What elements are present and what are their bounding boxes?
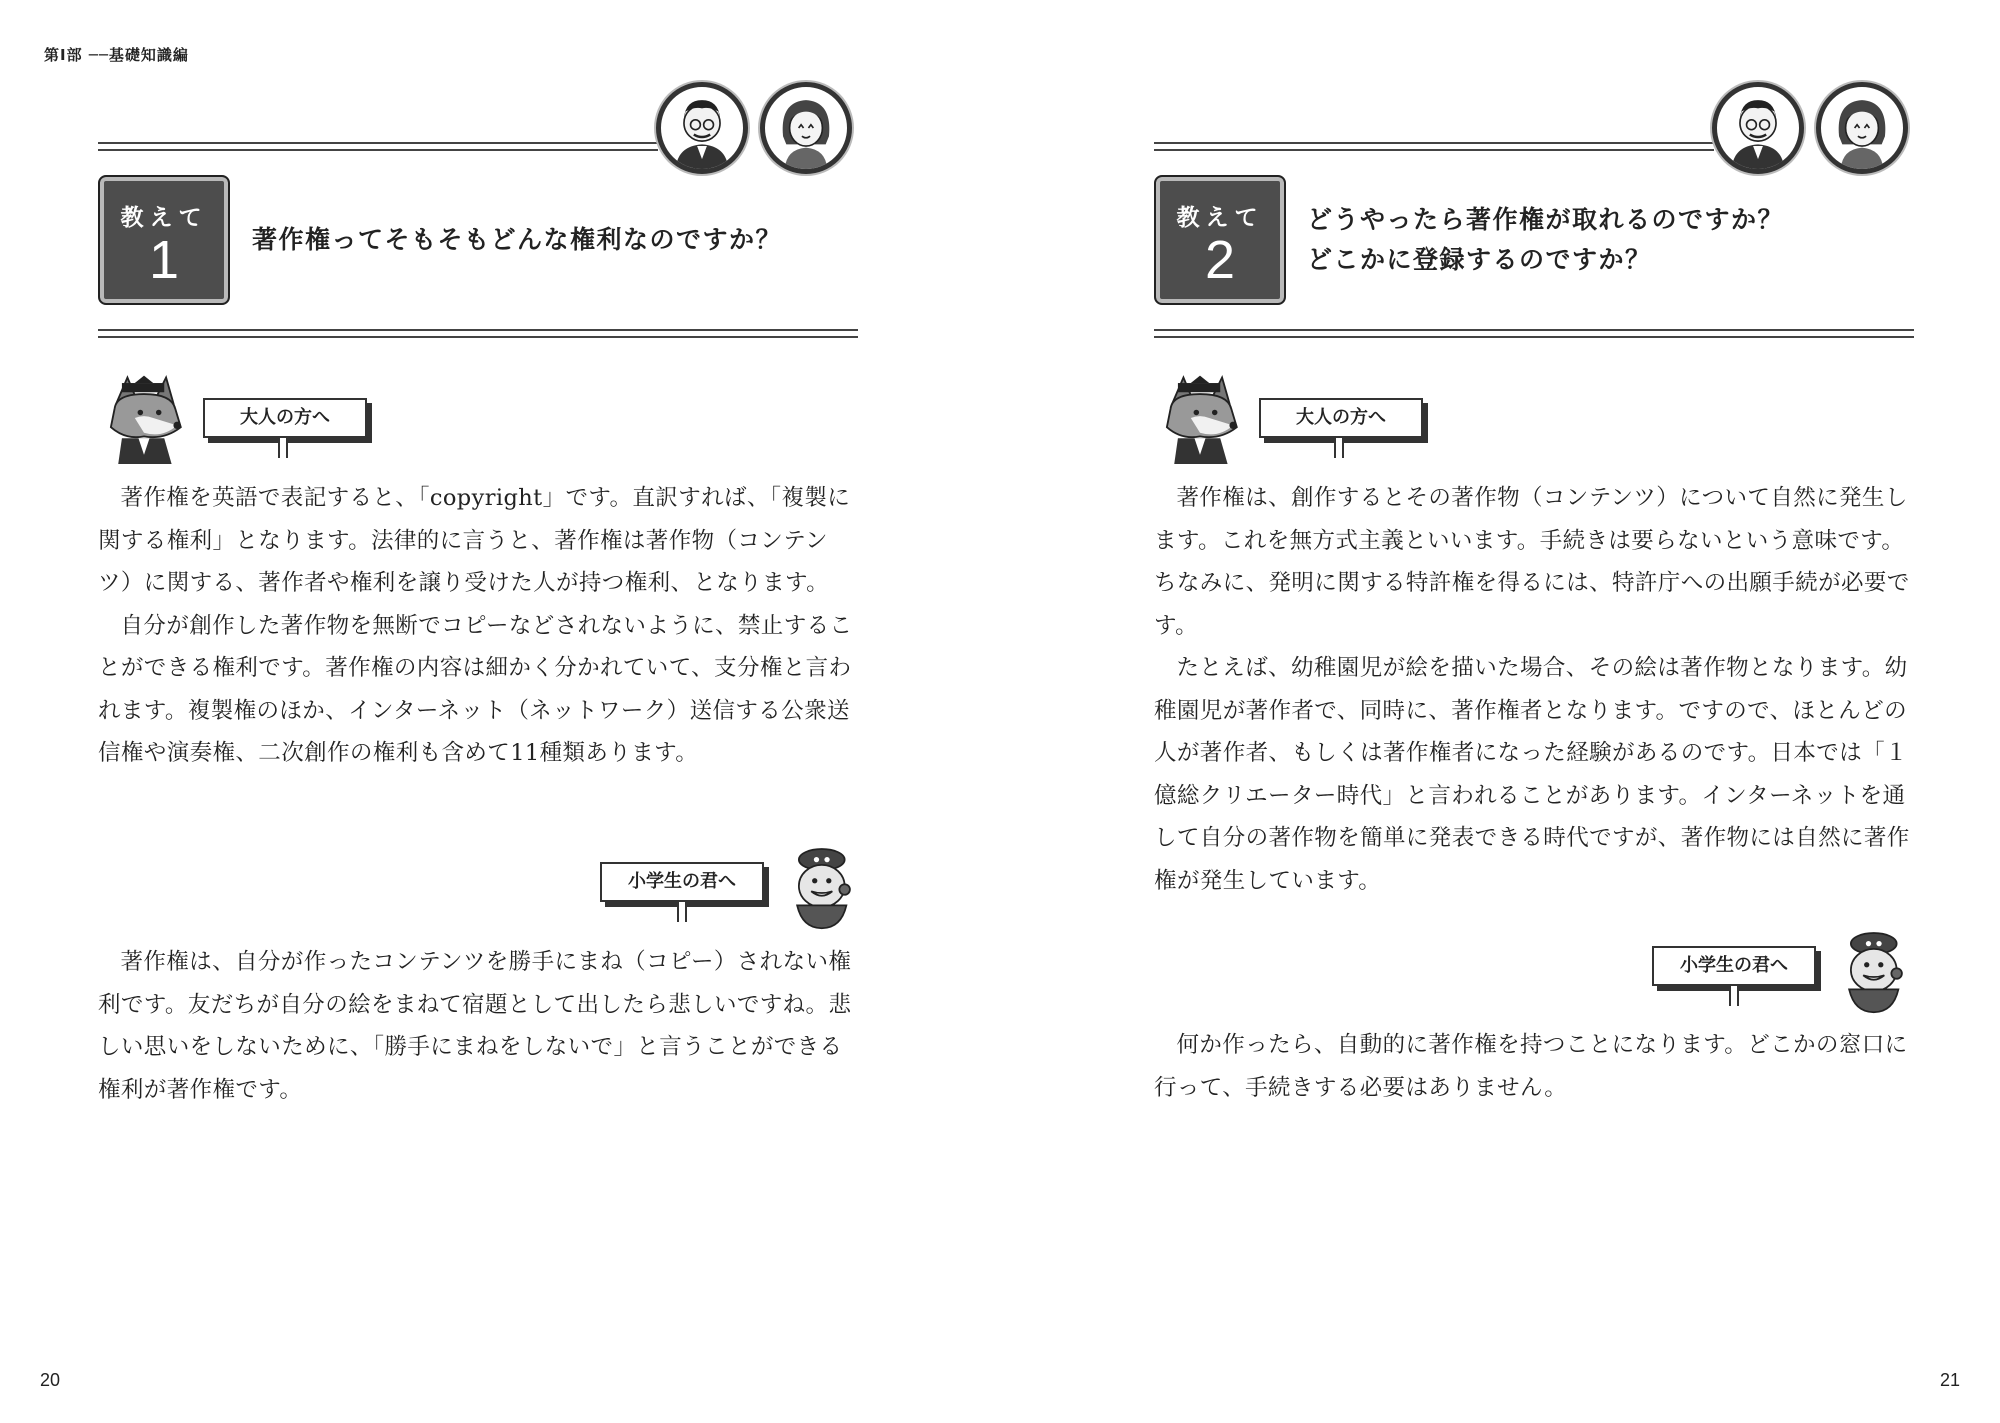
header-rule-bottom bbox=[1154, 329, 1914, 338]
header-rule-top bbox=[1154, 142, 1714, 151]
fox-mascot-icon bbox=[98, 372, 190, 464]
kid-body bbox=[98, 941, 860, 1111]
sign-post bbox=[1729, 986, 1739, 1006]
kid-body bbox=[1154, 1024, 1916, 1109]
paragraph: 自分が創作した著作物を無断でコピーなどされないように、禁止することができる権利です。著作権の内容は細かく分かれていて、支分権と言われます。複製権のほか、インターネット（ネットワーク）送信する公衆送信権や演奏権、二次創作の権利も含めて11種類あります。 bbox=[98, 612, 853, 766]
ninja-mascot-icon bbox=[776, 840, 864, 932]
paragraph: 著作権を英語で表記すると、「copyright」です。直訳すれば、「複製に関する権利」となります。法律的に言うと、著作権は著作物（コンテンツ）に関する、著作者や権利を譲り受けた人が持つ権利、となります。 bbox=[98, 485, 851, 596]
ninja-mascot-icon bbox=[1828, 924, 1916, 1016]
professor-avatar-icon bbox=[656, 82, 748, 174]
professor-avatar-icon bbox=[1712, 82, 1804, 174]
sign-post bbox=[1334, 438, 1344, 458]
adult-sign-label: 大人の方へ bbox=[1259, 398, 1423, 438]
lesson-label: 教えて bbox=[120, 205, 208, 231]
lesson-number: 2 bbox=[1204, 230, 1236, 290]
paragraph: たとえば、幼稚園児が絵を描いた場合、その絵は著作物となります。幼稚園児が著作者で、同時に、著作権者となります。ですので、ほとんどの人が著作者、もしくは著作権者になった経験があるのです。日本では「１億総クリエーター時代」と言われることがあります。インターネットを通して自分の著作物を簡単に発表できる時代ですが、著作物には自然に著作権が発生しています。 bbox=[1154, 655, 1910, 894]
sign-post bbox=[677, 902, 687, 922]
adult-sign-label: 大人の方へ bbox=[203, 398, 367, 438]
lesson-badge bbox=[98, 175, 230, 305]
kid-sign-label: 小学生の君へ bbox=[600, 862, 764, 902]
page-number: 20 bbox=[40, 1370, 61, 1390]
girl-avatar-icon bbox=[760, 82, 852, 174]
paragraph: 著作権は、創作するとその著作物（コンテンツ）について自然に発生します。これを無方式主義といいます。手続きは要らないという意味です。ちなみに、発明に関する特許権を得るには、特許庁への出願手続が必要です。 bbox=[1154, 485, 1910, 639]
question-line: どこかに登録するのですか？ bbox=[1307, 245, 1652, 274]
question-line: どうやったら著作権が取れるのですか？ bbox=[1307, 205, 1785, 234]
kid-sign bbox=[600, 862, 760, 902]
header-rule-bottom bbox=[98, 329, 858, 338]
question-line: 著作権ってそもそもどんな権利なのですか？ bbox=[252, 225, 783, 254]
running-head: 第Ⅰ部 ──基礎知識編 bbox=[44, 46, 189, 64]
sign-post bbox=[278, 438, 288, 458]
page-number: 21 bbox=[1939, 1370, 1960, 1390]
question-title bbox=[252, 220, 782, 260]
lesson-badge bbox=[1154, 175, 1286, 305]
lesson-number: 1 bbox=[148, 230, 180, 290]
paragraph: 何か作ったら、自動的に著作権を持つことになります。どこかの窓口に行って、手続きする必要はありません。 bbox=[1154, 1032, 1908, 1101]
adult-body bbox=[98, 477, 860, 775]
header-rule-top bbox=[98, 142, 658, 151]
adult-body bbox=[1154, 477, 1916, 902]
adult-sign bbox=[203, 398, 363, 438]
lesson-label: 教えて bbox=[1176, 205, 1264, 231]
right-page bbox=[1000, 0, 2000, 1423]
girl-avatar-icon bbox=[1816, 82, 1908, 174]
kid-sign-label: 小学生の君へ bbox=[1652, 946, 1816, 986]
paragraph: 著作権は、自分が作ったコンテンツを勝手にまね（コピー）されない権利です。友だちが自分の絵をまねて宿題として出したら悲しいですね。悲しい思いをしないために、「勝手にまねをしないで」と言うことができる権利が著作権です。 bbox=[98, 949, 852, 1103]
adult-sign bbox=[1259, 398, 1419, 438]
fox-mascot-icon bbox=[1154, 372, 1246, 464]
question-title bbox=[1307, 200, 1784, 280]
kid-sign bbox=[1652, 946, 1812, 986]
